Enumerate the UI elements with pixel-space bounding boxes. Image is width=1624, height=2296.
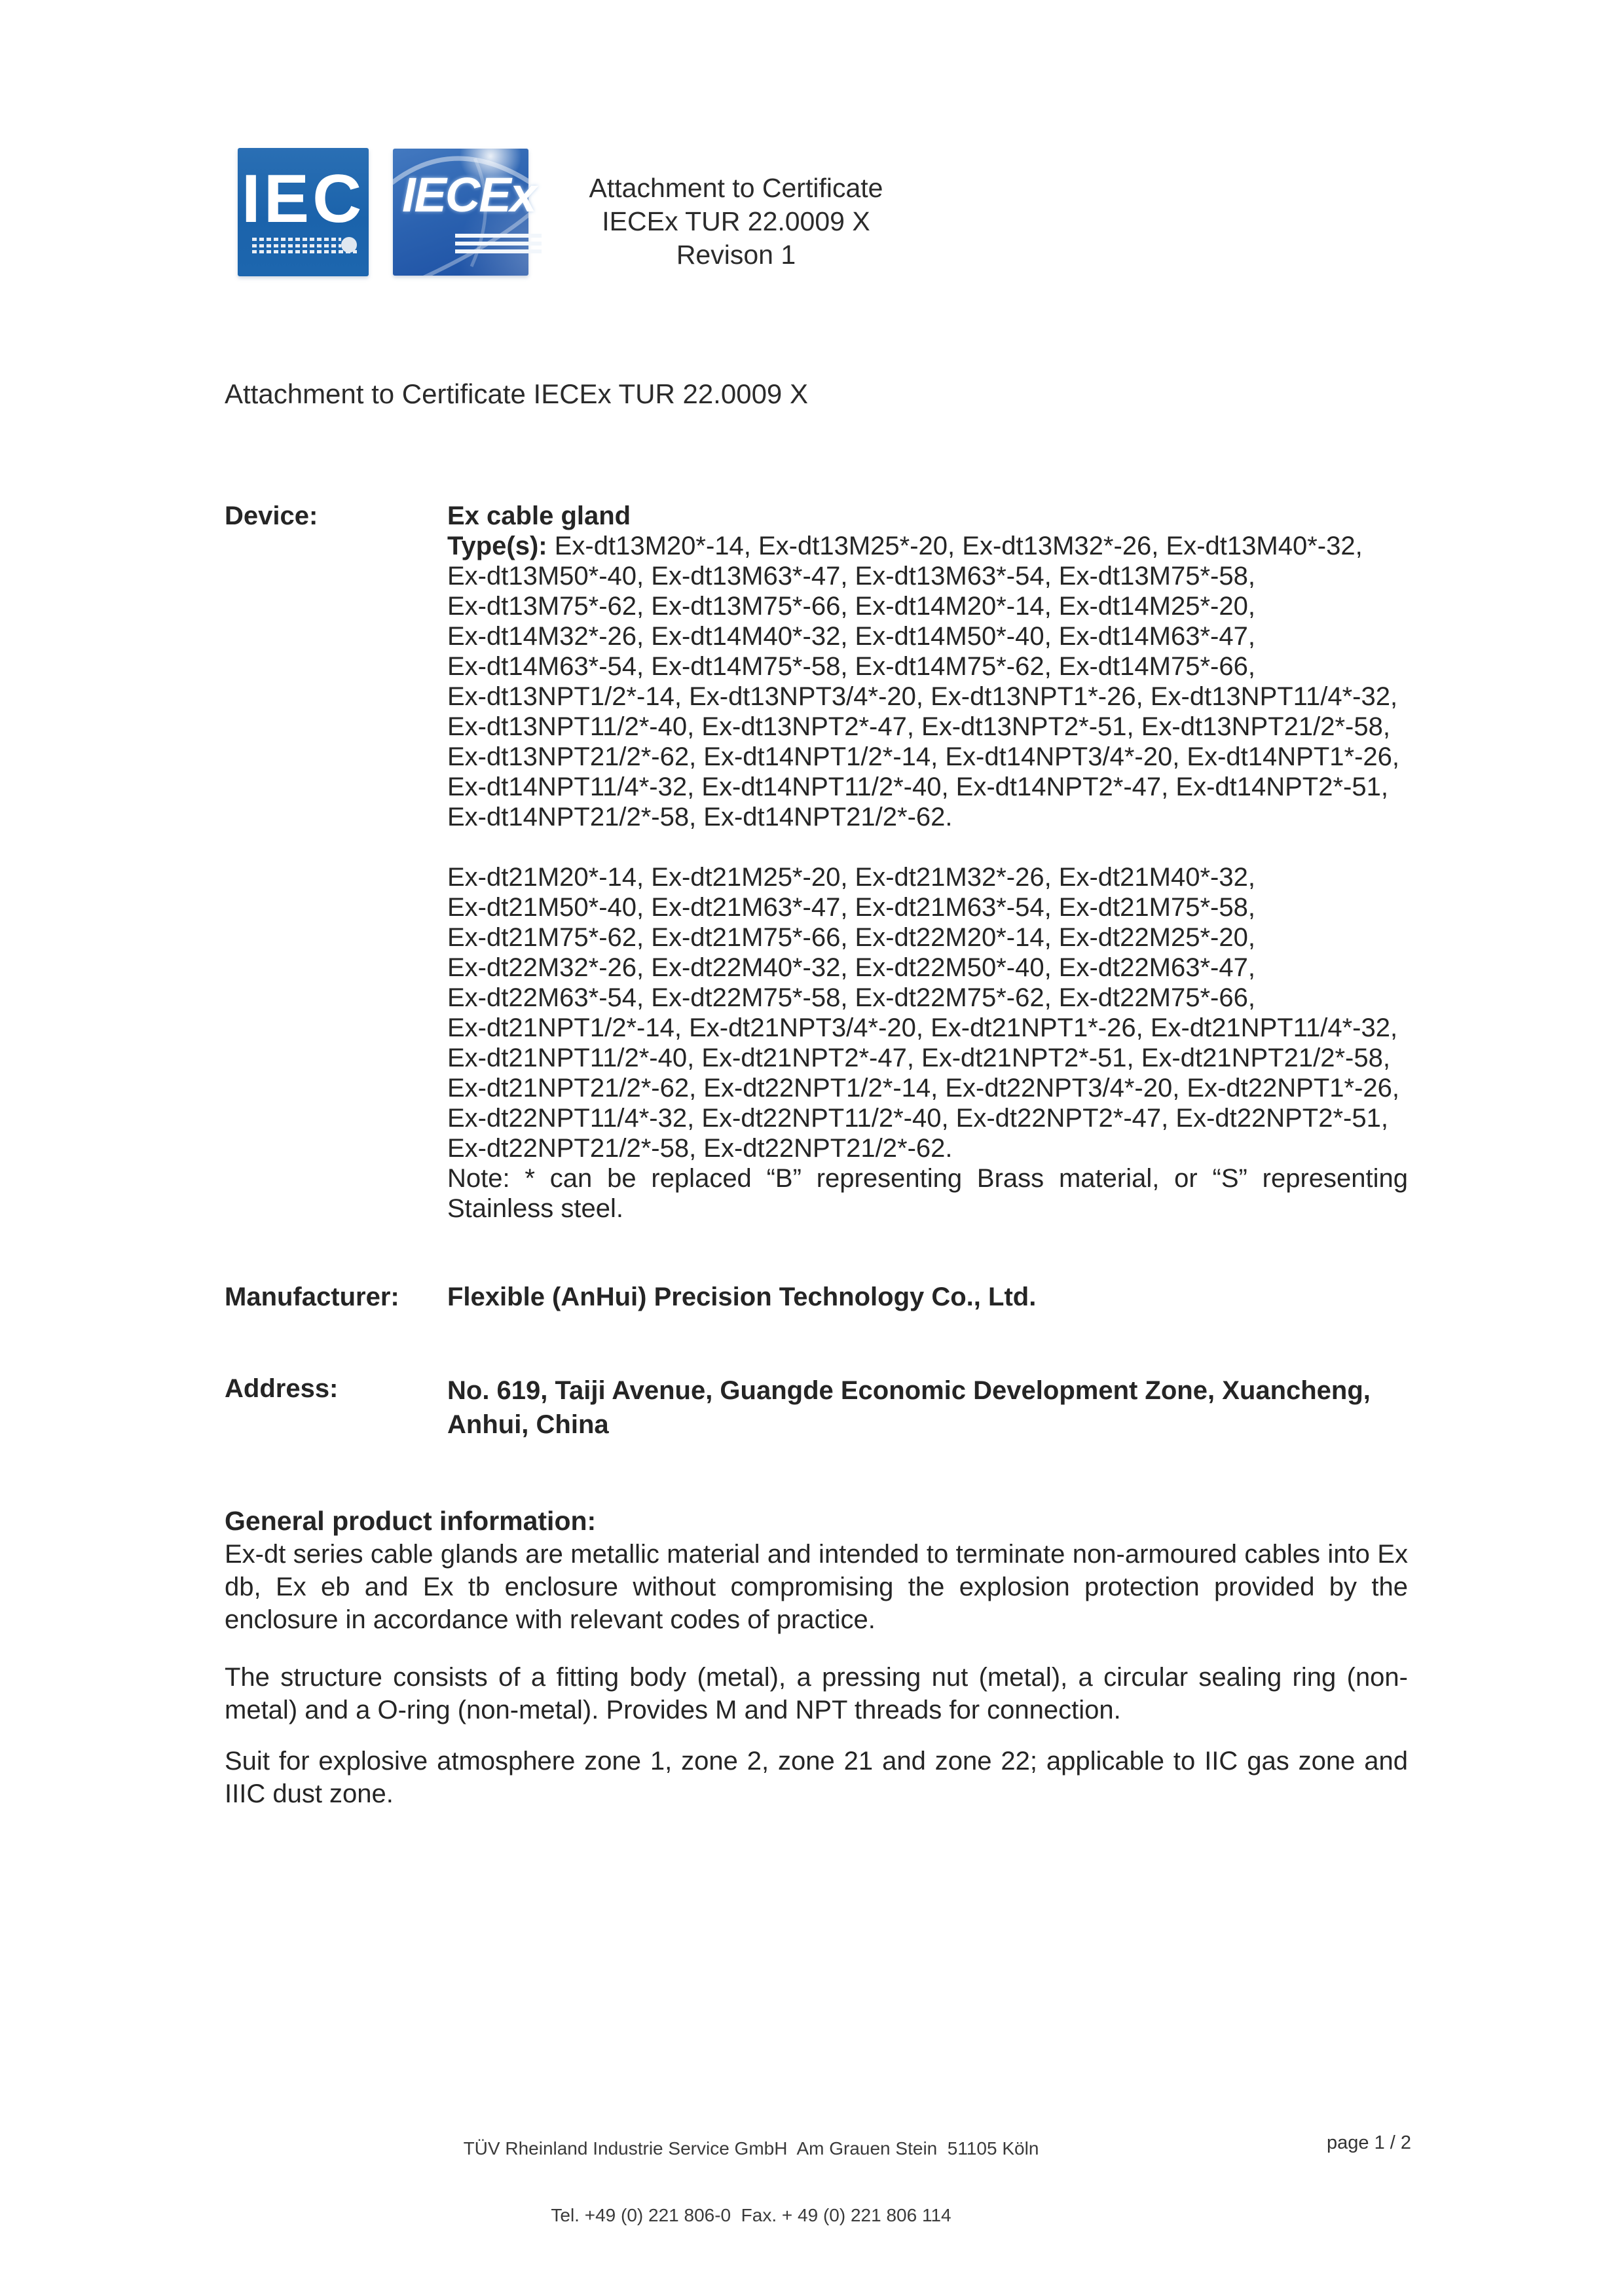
device-type-line: Ex-dt13NPT11/2*-40, Ex-dt13NPT2*-47, Ex-dt13NPT2*-51, Ex-dt13NPT21/2*-58,: [447, 712, 1390, 741]
device-type-line: Ex-dt13NPT1/2*-14, Ex-dt13NPT3/4*-20, Ex-dt13NPT1*-26, Ex-dt13NPT11/4*-32,: [447, 682, 1398, 711]
device-type-line: Ex-dt21NPT1/2*-14, Ex-dt21NPT3/4*-20, Ex-dt21NPT1*-26, Ex-dt21NPT11/4*-32,: [447, 1013, 1398, 1042]
iecex-logo-text: IECEx: [402, 168, 536, 222]
iec-logo-microtext-line: [252, 238, 341, 241]
paragraph-line: metal) and a O-ring (non-metal). Provides M and NPT threads for connection.: [225, 1696, 1121, 1724]
device-note-line: Stainless steel.: [447, 1194, 624, 1223]
device-type-line: Ex-dt13M50*-40, Ex-dt13M63*-47, Ex-dt13M63*-54, Ex-dt13M75*-58,: [447, 562, 1255, 591]
iec-logo-microtext-line: [252, 250, 357, 253]
device-type-line: Ex-dt22NPT11/4*-32, Ex-dt22NPT11/2*-40, Ex-dt22NPT2*-47, Ex-dt22NPT2*-51,: [447, 1104, 1388, 1133]
device-type-line: Ex-dt21M50*-40, Ex-dt21M63*-47, Ex-dt21M63*-54, Ex-dt21M75*-58,: [447, 893, 1255, 922]
paragraph-line: The structure consists of a fitting body (metal), a pressing nut (metal), a circular sealing ring (non-: [225, 1663, 1408, 1692]
device-type-line: Ex-dt14M63*-54, Ex-dt14M75*-58, Ex-dt14M75*-62, Ex-dt14M75*-66,: [447, 652, 1255, 681]
footer-address-line: TÜV Rheinland Industrie Service GmbH Am Grauen Stein 51105 Köln: [463, 2138, 1039, 2159]
device-type-line: Ex-dt22NPT21/2*-58, Ex-dt22NPT21/2*-62.: [447, 1134, 953, 1163]
header-revision: Revison 1: [676, 240, 796, 270]
header-title-block: [409, 172, 1063, 272]
paragraph-line: Suit for explosive atmosphere zone 1, zone 2, zone 21 and zone 22; applicable to IIC gas zone and: [225, 1747, 1408, 1776]
footer-company-info: [225, 2093, 1278, 2271]
device-type-line: Ex-dt13M75*-62, Ex-dt13M75*-66, Ex-dt14M20*-14, Ex-dt14M25*-20,: [447, 592, 1255, 621]
device-label: Device:: [225, 501, 318, 530]
device-type-line: Ex-dt22M63*-54, Ex-dt22M75*-58, Ex-dt22M75*-62, Ex-dt22M75*-66,: [447, 983, 1255, 1012]
general-info-paragraph-3: [225, 1745, 1408, 1810]
device-note-line: Note: * can be replaced “B” representing Brass material, or “S” representing: [447, 1164, 1408, 1193]
types-label: Type(s):: [447, 532, 547, 560]
blank-line: [447, 832, 1408, 862]
paragraph-line: Ex-dt series cable glands are metallic material and intended to terminate non-armoured cables into Ex: [225, 1540, 1408, 1569]
device-name: Ex cable gland: [447, 501, 631, 530]
address-line: No. 619, Taiji Avenue, Guangde Economic Development Zone, Xuancheng,: [447, 1376, 1371, 1405]
header-title-line: Attachment to Certificate: [589, 173, 883, 203]
device-type-line: Ex-dt14NPT21/2*-58, Ex-dt14NPT21/2*-62.: [447, 803, 953, 831]
paragraph-line: IIIC dust zone.: [225, 1779, 394, 1808]
manufacturer-value: Flexible (AnHui) Precision Technology Co., Ltd.: [447, 1283, 1037, 1311]
address-line: Anhui, China: [447, 1410, 609, 1439]
paragraph-line: db, Ex eb and Ex tb enclosure without compromising the explosion protection provided by the: [225, 1573, 1408, 1601]
address-label: Address:: [225, 1374, 339, 1403]
iec-logo-dot: [341, 237, 357, 253]
iec-logo-microtext-line: [252, 244, 341, 247]
iec-logo: [238, 148, 369, 276]
device-type-line: Ex-dt14NPT11/4*-32, Ex-dt14NPT11/2*-40, Ex-dt14NPT2*-47, Ex-dt14NPT2*-51,: [447, 773, 1388, 801]
device-type-line: Ex-dt14M32*-26, Ex-dt14M40*-32, Ex-dt14M50*-40, Ex-dt14M63*-47,: [447, 622, 1255, 651]
page-title: Attachment to Certificate IECEx TUR 22.0009 X: [225, 378, 808, 409]
device-value-block: [447, 501, 1408, 1224]
paragraph-line: enclosure in accordance with relevant codes of practice.: [225, 1605, 876, 1634]
device-type-line: Ex-dt22M32*-26, Ex-dt22M40*-32, Ex-dt22M50*-40, Ex-dt22M63*-47,: [447, 953, 1255, 982]
manufacturer-label: Manufacturer:: [225, 1283, 399, 1311]
general-info-heading: General product information:: [225, 1506, 597, 1536]
iec-logo-text: IEC: [241, 161, 365, 237]
device-type-line: [447, 531, 1408, 561]
page-number: page 1 / 2: [1327, 2132, 1411, 2153]
general-info-paragraph-2: [225, 1661, 1408, 1726]
header-certificate-number: IECEx TUR 22.0009 X: [602, 206, 870, 236]
address-value: [447, 1374, 1408, 1442]
device-type-line: Ex-dt21M20*-14, Ex-dt21M25*-20, Ex-dt21M32*-26, Ex-dt21M40*-32,: [447, 863, 1255, 892]
device-type-line-text: Ex-dt13M20*-14, Ex-dt13M25*-20, Ex-dt13M32*-26, Ex-dt13M40*-32,: [547, 532, 1363, 560]
device-type-line: Ex-dt21NPT11/2*-40, Ex-dt21NPT2*-47, Ex-dt21NPT2*-51, Ex-dt21NPT21/2*-58,: [447, 1044, 1390, 1072]
device-type-line: Ex-dt13NPT21/2*-62, Ex-dt14NPT1/2*-14, Ex-dt14NPT3/4*-20, Ex-dt14NPT1*-26,: [447, 742, 1400, 771]
footer-phone-line: Tel. +49 (0) 221 806-0 Fax. + 49 (0) 221 806 114: [551, 2205, 951, 2225]
general-info-paragraph-1: [225, 1538, 1408, 1636]
device-type-line: Ex-dt21NPT21/2*-62, Ex-dt22NPT1/2*-14, Ex-dt22NPT3/4*-20, Ex-dt22NPT1*-26,: [447, 1074, 1400, 1102]
device-type-line: Ex-dt21M75*-62, Ex-dt21M75*-66, Ex-dt22M20*-14, Ex-dt22M25*-20,: [447, 923, 1255, 952]
